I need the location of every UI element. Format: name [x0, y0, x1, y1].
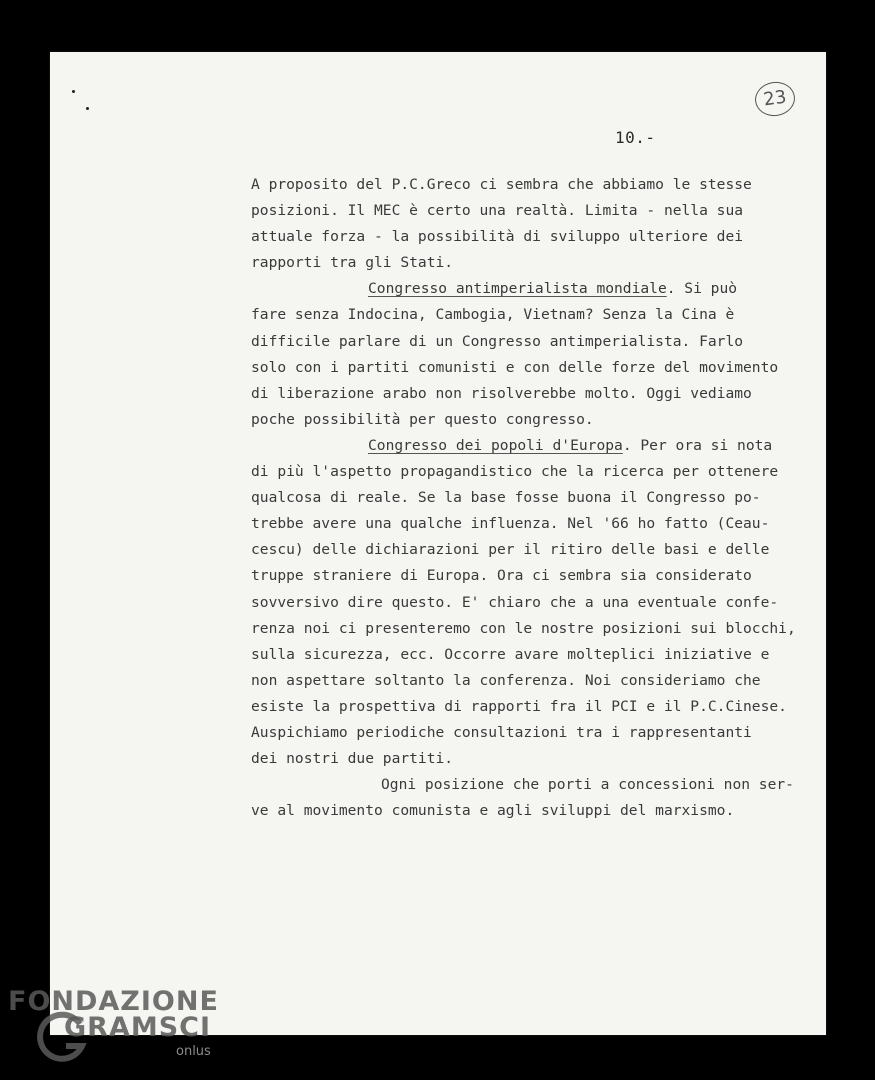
text-line: difficile parlare di un Congresso antimperialista. Farlo [251, 332, 744, 350]
text-line: trebbe avere una qualche influenza. Nel '66 ho fatto (Ceau- [251, 515, 770, 533]
text-fragment: . Per ora si nota [622, 436, 773, 454]
text-line: truppe straniere di Europa. Ora ci sembra sia considerato [251, 567, 752, 585]
section-heading-line [251, 433, 831, 459]
text-line: non aspettare soltanto la conferenza. Noi consideriamo che [251, 671, 761, 689]
text-line: di più l'aspetto propagandistico che la ricerca per ottenere [251, 463, 779, 481]
text-line: posizioni. Il MEC è certo una realtà. Limita - nella sua [251, 202, 744, 220]
foundation-watermark [8, 986, 238, 1076]
page-number: 10.- [615, 128, 656, 147]
text-line: dei nostri due partiti. [251, 750, 454, 768]
archive-number-stamp: 23 [753, 79, 797, 118]
text-line: renza noi ci presenteremo con le nostre posizioni sui blocchi, [251, 619, 796, 637]
ink-dot [86, 107, 89, 110]
text-line: Ogni posizione che porti a concessioni non ser- [381, 776, 794, 794]
ink-dot [72, 90, 75, 93]
text-line: sovversivo dire questo. E' chiaro che a una eventuale confe- [251, 593, 779, 611]
watermark-line2: GRAMSCI [64, 1012, 212, 1043]
text-line: solo con i partiti comunisti e con delle forze del movimento [251, 358, 779, 376]
text-fragment: . Si può [666, 280, 738, 298]
text-line: ve al movimento comunista e agli sviluppi del marxismo. [251, 802, 735, 820]
section-heading-line [251, 276, 831, 302]
watermark-line1: FONDAZIONE [8, 986, 219, 1017]
text-line: sulla sicurezza, ecc. Occorre avare molteplici iniziative e [251, 645, 770, 663]
text-line: di liberazione arabo non risolverebbe molto. Oggi vediamo [251, 384, 752, 402]
text-line: attuale forza - la possibilità di sviluppo ulteriore dei [251, 228, 744, 246]
text-line: A proposito del P.C.Greco ci sembra che abbiamo le stesse [251, 176, 752, 193]
text-line: rapporti tra gli Stati. [251, 254, 454, 272]
text-line: esiste la prospettiva di rapporti fra il PCI e il P.C.Cinese. [251, 697, 787, 715]
text-line: fare senza Indocina, Cambogia, Vietnam? Senza la Cina è [251, 306, 735, 324]
text-line: Auspichiamo periodiche consultazioni tra i rappresentanti [251, 723, 752, 741]
watermark-onlus: onlus [176, 1044, 211, 1059]
text-line: qualcosa di reale. Se la base fosse buona il Congresso po- [251, 489, 761, 507]
document-page [50, 52, 826, 1035]
text-line: poche possibilità per questo congresso. [251, 410, 594, 428]
section-heading: Congresso antimperialista mondiale [368, 280, 667, 298]
document-body [251, 172, 831, 824]
section-heading: Congresso dei popoli d'Europa [368, 436, 623, 454]
text-line: cescu) delle dichiarazioni per il ritiro delle basi e delle [251, 541, 770, 559]
